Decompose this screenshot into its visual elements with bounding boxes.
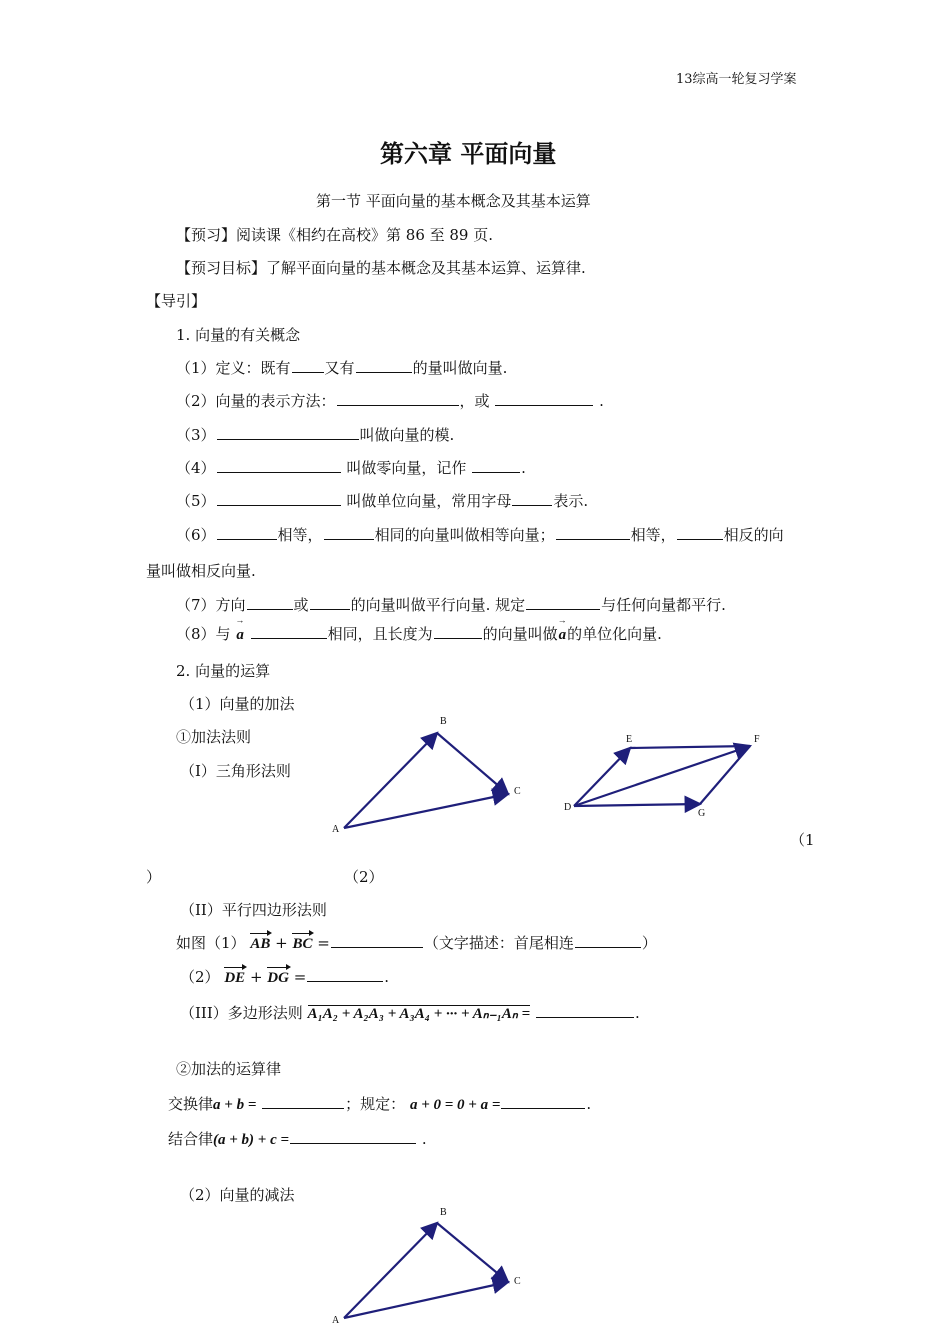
chapter-title: 第六章 平面向量: [380, 139, 557, 168]
addition-rule: ①加法法则: [176, 728, 252, 746]
concept-6: （6） 相等， 相同的向量叫做相等向量； 相等， 相反的向: [176, 526, 784, 544]
concept-7: （7）方向 或 的向量叫做平行向量. 规定 与任何向量都平行.: [176, 596, 726, 614]
figure-label-1b: ）: [146, 868, 162, 886]
vector-a: → a: [235, 627, 245, 644]
point-e-label: E: [626, 734, 633, 745]
subtraction-heading: （2）向量的减法: [180, 1186, 295, 1204]
concept-3: （3） 叫做向量的模.: [176, 426, 455, 444]
section-1-heading: 1. 向量的有关概念: [176, 326, 301, 344]
point-d-label: D: [564, 802, 572, 813]
section-2-heading: 2. 向量的运算: [176, 662, 271, 680]
polygon-rule: （III）多边形法则 A₁A₂ + A₂A₃ + A₃A₄ + ··· + Aₙ₋₁Aₙ = .: [180, 1004, 640, 1022]
point-c-label: C: [514, 1276, 521, 1287]
example-1: 如图（1） AB + BC = （文字描述：首尾相连 ）: [176, 934, 657, 952]
parallelogram-figure: [560, 730, 775, 825]
point-b-label: B: [440, 716, 447, 727]
addition-laws-heading: ②加法的运算律: [176, 1060, 282, 1078]
concept-8: （8）与 → a 相同，且长度为 的向量叫做→ a的单位化向量.: [176, 623, 662, 644]
point-f-label: F: [754, 734, 760, 745]
guide-heading: 【导引】: [146, 292, 207, 310]
point-g-label: G: [698, 808, 706, 819]
triangle-figure-1: [320, 712, 530, 838]
example-2: （2） DE + DG = .: [180, 968, 390, 986]
associative-law: 结合律(a + b) + c = .: [168, 1130, 427, 1148]
parallelogram-rule: （II）平行四边形法则: [180, 901, 327, 919]
page-header: 13综高一轮复习学案: [676, 72, 797, 87]
concept-6-cont: 量叫做相反向量.: [146, 562, 256, 580]
point-c-label: C: [514, 786, 521, 797]
triangle-figure-3: [320, 1202, 530, 1328]
concept-4: （4） 叫做零向量，记作 .: [176, 459, 526, 477]
section-title: 第一节 平面向量的基本概念及其基本运算: [316, 192, 591, 210]
commutative-law: 交换律a + b = ；规定： a + 0 = 0 + a = .: [168, 1095, 592, 1113]
point-a-label: A: [332, 1315, 340, 1326]
addition-heading: （1）向量的加法: [180, 695, 295, 713]
figure-label-1a: （1: [790, 831, 815, 849]
point-a-label: A: [332, 824, 340, 835]
preview-goal: 【预习目标】了解平面向量的基本概念及其基本运算、运算律.: [176, 259, 586, 277]
figure-label-2: （2）: [344, 868, 384, 886]
preview-line: 【预习】阅读课《相约在高校》第 86 至 89 页.: [176, 226, 494, 244]
triangle-rule: （I）三角形法则: [180, 762, 291, 780]
point-b-label: B: [440, 1207, 447, 1218]
concept-2: （2）向量的表示方法： ，或 .: [176, 392, 604, 410]
concept-5: （5） 叫做单位向量，常用字母 表示.: [176, 492, 589, 510]
concept-1: （1）定义：既有 又有 的量叫做向量.: [176, 359, 508, 377]
